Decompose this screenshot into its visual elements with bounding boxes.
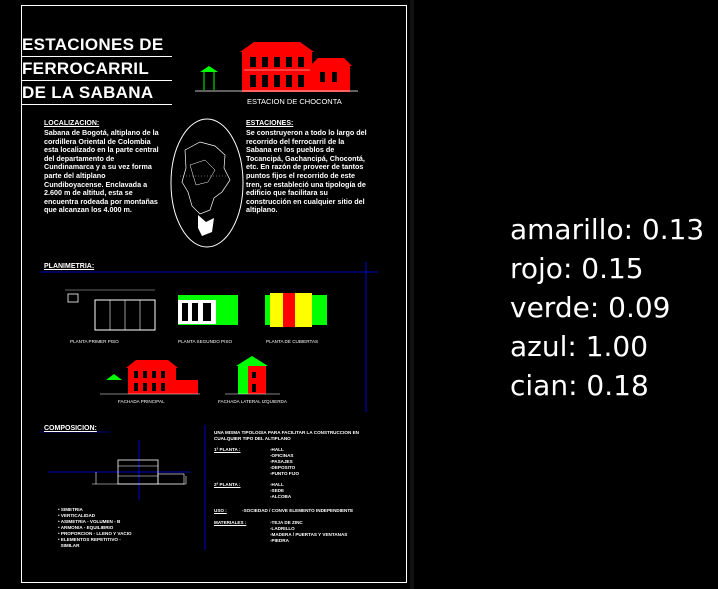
notes-mat-label: MATERIALES : [214,520,247,525]
planimetria-heading: PLANIMETRIA: [44,263,95,270]
list-item: • PROPORCION - LLENO Y VACIO [58,531,132,536]
list-item: • ARMONIA - EQUILIBRIO [58,525,114,530]
list-item: -PASAJES [270,459,293,464]
plan-first-floor [65,290,155,330]
composition-notes [214,430,364,544]
notes-uso-label: USO : [214,508,227,513]
composition-diagram [48,440,190,500]
list-item: -SEDE [270,488,285,493]
elevation-left-label: FACHADA LATERAL IZQUIERDA [218,399,287,404]
list-item: -HALL [270,447,284,452]
title-line-3: DE LA SABANA [22,82,172,105]
composition-bullets [58,507,132,549]
estaciones-heading: ESTACIONES: [246,120,294,127]
title-line-2: FERROCARRIL [22,58,172,81]
title-line-1: ESTACIONES DE [22,34,172,57]
list-item: -OFICINAS [270,453,294,458]
elevation-main-label: FACHADA PRINCIPAL [118,399,165,404]
main-elevation-drawing [195,42,358,92]
list-item: -HALL [270,482,284,487]
list-item: -PIEDRA [270,538,289,543]
composicion-heading: COMPOSICION: [44,425,97,432]
plan-roof [265,293,327,327]
notes-uso-text: -SOCIEDAD / CONVE ELEMENTO INDEPENDIENTE [242,508,354,513]
elevation-main [100,360,200,394]
list-item: • ASIMETRIA - VOLUMEN - B [58,519,121,524]
plan-first-floor-label: PLANTA PRIMER PISO [70,339,119,344]
legend-verde: verde: 0.09 [510,291,671,324]
plan-second-floor-label: PLANTA SEGUNDO PISO [178,339,233,344]
pen-weights-legend [510,210,704,405]
legend-amarillo: amarillo: 0.13 [510,213,705,246]
localizacion-text: Sabana de Bogotá, altiplano de la cordillera Oriental de Colombia esta localizado en la parte central del departamento de Cundinamarca y a su vez forma parte del altiplano Cundiboyacense. Enclavada a 2.600 m de altitud, esta se encuentra rodeada por montañas que alcanzan los 4.000 m. [44,128,159,215]
list-item: -DEPOSITO [270,465,296,470]
notes-intro: UNA MISMA TIPOLOGIA PARA FACILITAR LA CONSTRUCCION EN CUALQUIER TIPO DEL ALTIPLANO [214,430,359,441]
list-item: -ALCOBA [270,494,292,499]
plan-second-floor [178,295,238,325]
list-item: • VERTICALIDAD [58,513,96,518]
list-item: -TEJA DE ZINC [270,520,303,525]
notes-p1-label: 1ª PLANTA : [214,447,241,452]
location-map [171,119,243,247]
list-item: • ELEMENTOS REPETITIVO - [58,537,121,542]
localizacion-heading: LOCALIZACION: [44,120,100,127]
list-item: -MADERA / PUERTAS Y VENTANAS [270,532,348,537]
main-elevation-label: ESTACION DE CHOCONTA [247,97,342,106]
list-item: SIMILAR [60,543,80,548]
legend-cian: cian: 0.18 [510,369,649,402]
notes-p2-label: 2ª PLANTA : [214,482,241,487]
plan-roof-label: PLANTA DE CUBIERTAS [266,339,319,344]
legend-rojo: rojo: 0.15 [510,252,644,285]
list-item: -PUNTO FIJO [270,471,300,476]
legend-azul: azul: 1.00 [510,330,649,363]
elevation-left [225,356,280,394]
list-item: • SIMETRIA [58,507,83,512]
estaciones-text: Se construyeron a todo lo largo del recorrido del ferrocarril de la Sabana en los pueblos de Tocancipá, Gachancipá, Chocontá, etc. En razón de proveer de tantos puntos fijos el recorrido de este tren, se estableció una tipología de edificio que facilitara su construcción en cualquier sitio del altiplano. [246,128,367,215]
list-item: -LADRILLO [270,526,295,531]
